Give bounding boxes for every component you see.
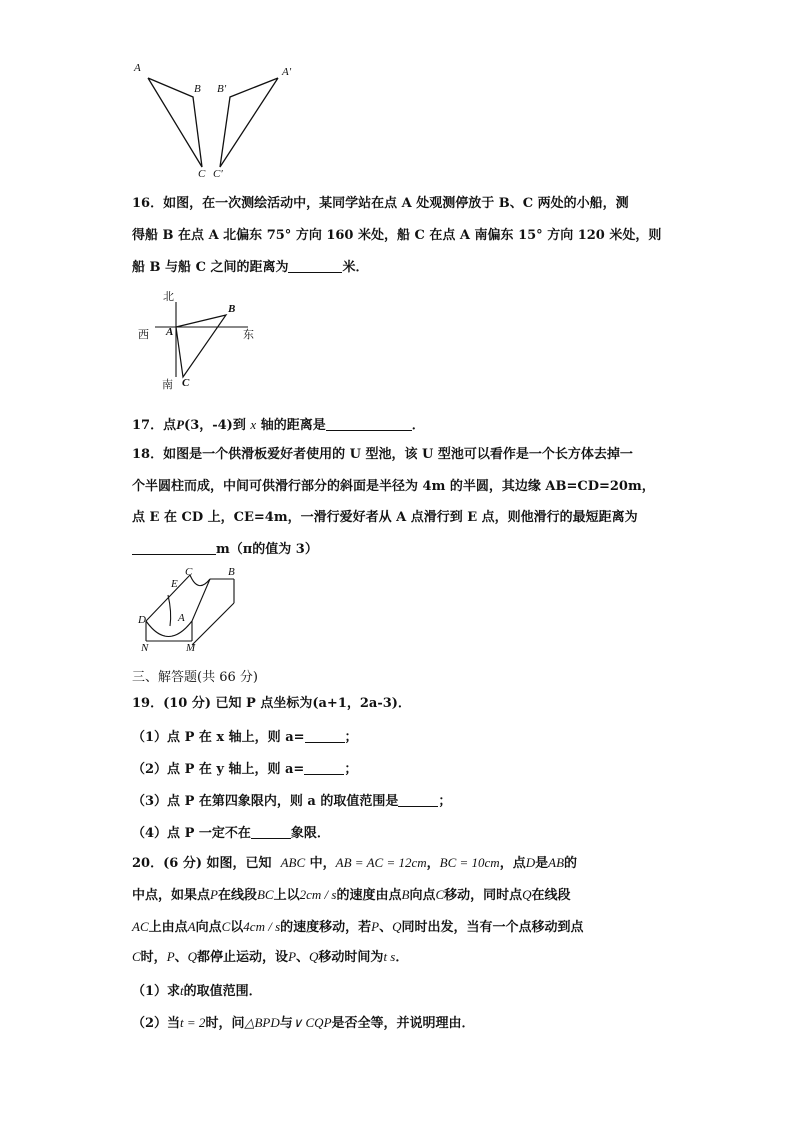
q20-l4-l: ． — [395, 950, 409, 965]
q20-l4-Q2: Q — [309, 949, 319, 964]
fig18-label-C: C — [185, 566, 193, 578]
q18-line2: 个半圆柱而成，中间可供滑行部分的斜面是半径为 4m 的半圆，其边缘 AB=CD=20m， — [132, 479, 655, 494]
q20-l1-ab-ac: AB = AC = 12cm — [335, 855, 427, 870]
q17-point-P: P — [176, 417, 185, 432]
q20-l3-speed: 4cm / s — [243, 919, 281, 934]
fig15-label-C-prime: C′ — [213, 168, 223, 180]
fig16-east-label: 东 — [243, 328, 254, 341]
q20-sub1-c: 的取值范围． — [183, 984, 262, 999]
q20-l3-j: 、 — [379, 920, 393, 935]
q20-l3-P: P — [371, 919, 380, 934]
q16-line2: 得船 B 在点 A 北偏东 75° 方向 160 米处，船 C 在点 A 南偏东 15° 方向 120 米处，则 — [132, 228, 662, 243]
fig15-label-A-prime: A′ — [282, 66, 292, 78]
q19-sub4-text: （4）点 P 一定不在 — [132, 826, 251, 841]
q20-l3-l: 同时出发，当有一个点移动到点 — [401, 920, 584, 935]
q20-l2-C: C — [435, 887, 445, 902]
q20-l1-bc: BC = 10cm — [439, 855, 500, 870]
q20-l2-k: 移动，同时点 — [444, 888, 523, 903]
q20-l1-text-g: ，点 — [499, 856, 526, 871]
q20-l1-AB: AB — [548, 855, 565, 870]
q20-l2-e: 上以 — [273, 888, 300, 903]
q20-sub2-g: 是否全等，并说明理由． — [331, 1016, 475, 1031]
q20-l1-text-k: 的 — [564, 856, 578, 871]
fig16-south-label: 南 — [162, 378, 173, 391]
q16-unit: 米． — [342, 260, 369, 275]
q20-l2-g: 的速度由点 — [336, 888, 402, 903]
q20-l2-a: 中点，如果点 — [132, 888, 211, 903]
q20-l4-d: 、 — [174, 950, 188, 965]
q20-line3 — [132, 916, 584, 935]
q20-sub1-t: t — [180, 983, 184, 998]
fig15-label-B: B — [194, 83, 201, 95]
q20-l4-f: 都停止运动，设 — [197, 950, 289, 965]
q20-line4 — [132, 946, 408, 965]
q18-line4-text: m（π的值为 3） — [216, 542, 318, 557]
fig15-label-B-prime: B′ — [217, 83, 227, 95]
q20-l2-P: P — [210, 887, 218, 902]
q20-l3-f: 以 — [230, 920, 244, 935]
q19-sub4-blank[interactable] — [251, 825, 291, 839]
q17-text-b: 轴的距离是 — [260, 418, 326, 433]
q20-l1-text-i: 是 — [535, 856, 549, 871]
q20-l4-Q: Q — [187, 949, 198, 964]
q19-sub1 — [132, 726, 358, 745]
q17-end: ． — [411, 418, 425, 433]
q20-l3-b: 上由点 — [148, 920, 188, 935]
fig16-label-C: C — [182, 377, 190, 389]
q20-l1-comma: ， — [426, 856, 440, 871]
q19-sub2 — [132, 758, 357, 777]
q20-l1-triangle: ABC — [280, 855, 306, 870]
fig18-label-B: B — [228, 566, 235, 578]
q16-line3-text: 船 B 与船 C 之间的距离为 — [132, 260, 289, 275]
q20-l4-h: 、 — [296, 950, 310, 965]
q20-sub2-a: （2）当 — [132, 1016, 181, 1031]
q20-l2-i: 向点 — [409, 888, 436, 903]
q18-line3: 点 E 在 CD 上，CE=4m，一滑行爱好者从 A 点滑行到 E 点，则他滑行的最短距离为 — [132, 510, 638, 525]
q17-x: x — [250, 417, 257, 432]
fig16-label-B: B — [228, 303, 236, 315]
q20-l3-Q: Q — [392, 919, 402, 934]
q20-l4-P2: P — [288, 949, 297, 964]
q19-sub4 — [132, 822, 330, 841]
fig18-label-D: D — [138, 614, 146, 626]
q20-sub2-bpd: △BPD — [244, 1015, 280, 1030]
q19-sub3-blank[interactable] — [398, 793, 438, 807]
q19-sub1-text: （1）点 P 在 x 轴上，则 a= — [132, 730, 305, 745]
q19-sub2-blank[interactable] — [304, 761, 344, 775]
q20-line2 — [132, 884, 571, 903]
q17-text-a: 17．点 — [132, 418, 177, 433]
q20-sub1-a: （1）求 — [132, 984, 181, 999]
section3-heading: 三、解答题(共 66 分) — [132, 670, 258, 685]
q20-l3-C: C — [221, 919, 231, 934]
q19-sub3 — [132, 790, 451, 809]
q20-l3-A: A — [187, 919, 196, 934]
q20-l3-h: 的速度移动，若 — [280, 920, 372, 935]
q20-l4-b: 时， — [140, 950, 167, 965]
q19-sub2-text: （2）点 P 在 y 轴上，则 a= — [132, 762, 305, 777]
q18-line1: 18．如图是一个供滑板爱好者使用的 U 型池，该 U 型池可以看作是一个长方体去掉一 — [132, 447, 633, 462]
q20-l2-B: B — [401, 887, 410, 902]
q20-l3-d: 向点 — [195, 920, 222, 935]
fig15-label-A: A — [134, 62, 141, 74]
q20-l4-j: 移动时间为 — [318, 950, 384, 965]
fig16-label-A: A — [166, 326, 174, 338]
fig18-label-M: M — [186, 642, 196, 654]
q20-sub2-cqp: ∨ CQP — [292, 1015, 332, 1030]
q20-l1-text-c: 中， — [309, 856, 336, 871]
fig16-north-label: 北 — [163, 290, 174, 303]
q19-sub3-end: ； — [438, 794, 452, 809]
q16-line1: 16．如图，在一次测绘活动中，某同学站在点 A 处观测停放于 B、C 两处的小船，测 — [132, 196, 629, 211]
q20-sub2-t: t = 2 — [180, 1015, 206, 1030]
q20-l1-text-a: 20．(6 分) 如图，已知 — [132, 856, 272, 871]
fig15-label-C: C — [198, 168, 206, 180]
q20-l4-P: P — [166, 949, 175, 964]
fig18-label-N: N — [141, 642, 149, 654]
fig16-west-label: 西 — [138, 328, 149, 341]
fig18-label-E: E — [171, 578, 178, 590]
q17-coords: (3，-4)到 — [184, 418, 246, 433]
q19-sub2-end: ； — [344, 762, 358, 777]
q20-l2-BC: BC — [256, 887, 274, 902]
q19-title: 19．(10 分) 已知 P 点坐标为(a+1，2a-3)． — [132, 696, 411, 711]
q20-sub1 — [132, 980, 262, 999]
q20-l4-time: t s — [383, 949, 396, 964]
q20-sub2-c: 时，问 — [205, 1016, 245, 1031]
q20-l1-D: D — [525, 855, 536, 870]
q20-line1 — [132, 852, 577, 871]
q19-sub1-blank[interactable] — [305, 729, 345, 743]
q20-l3-AC: AC — [132, 919, 149, 934]
q20-l2-Q: Q — [522, 887, 532, 902]
q20-l4-C: C — [132, 949, 141, 964]
q20-l2-c: 在线段 — [217, 888, 257, 903]
q19-sub3-text: （3）点 P 在第四象限内，则 a 的取值范围是 — [132, 794, 399, 809]
q20-l2-speed: 2cm / s — [299, 887, 337, 902]
q20-sub2 — [132, 1012, 475, 1031]
fig18-label-A: A — [178, 612, 185, 624]
q20-sub2-e: 与 — [279, 1016, 293, 1031]
q20-l2-m: 在线段 — [531, 888, 571, 903]
q19-sub4-end: 象限． — [290, 826, 330, 841]
q19-sub1-end: ； — [344, 730, 358, 745]
